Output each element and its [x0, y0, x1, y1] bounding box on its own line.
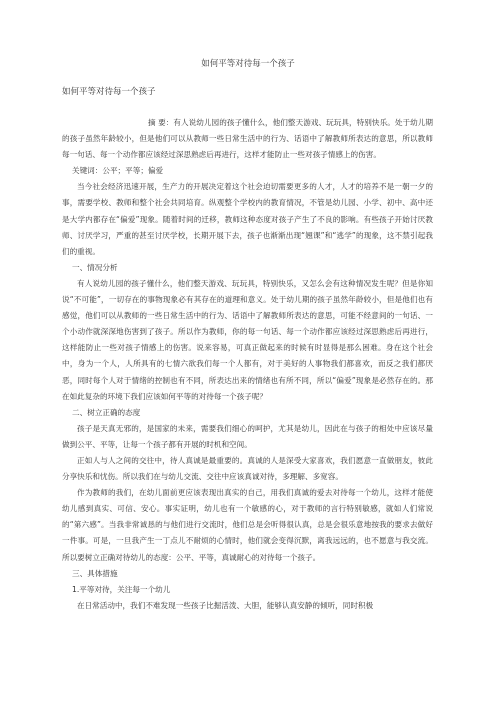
- section-heading-measures: 三、具体措施: [72, 568, 118, 578]
- page-title: 如何平等对待每一个孩子: [201, 59, 295, 69]
- section-heading-analysis: 一、情况分析: [72, 262, 118, 272]
- body-paragraph: 正如人与人之间的交往中，待人真诚是最重要的。真诚的人是深受大家喜欢，我们愿意一直做朋友，彼此分享快乐和忧伤。所以我们在与幼儿交流、交往中应该真诚对待，多理解、多宽容。: [62, 455, 433, 482]
- keywords-line: 关键词：公平；平等；偏爱: [72, 166, 164, 176]
- body-paragraph: 在日常活动中，我们不难发现一些孩子比掘活泼、大胆，能够认真安静的倾听，同时积极: [77, 600, 374, 610]
- body-paragraph: 孩子是天真无邪的，是国家的未来，需要我们细心的呵护，尤其是幼儿，因此在与孩子的相处中应该尽量做到公平、平等，让每一个孩子都有开展的时机和空间。: [62, 423, 433, 449]
- body-paragraph: 作为教师的我们，在幼儿面前更应该表现出真实的自己，用我们真诚的爱去对待每一个幼儿，这样才能使幼儿感到真实、可信、安心。事实证明，幼儿也有一个敏感的心，对于教师的言行特别敏感，就如人们常说的“第六感”。当我非常诚恳的与他们进行交流时，他们总是会听得很认真，总是会很乐意地按我的要求去做好一件事。可是，一旦我产生一丁点儿不耐烦的心情时，他们就会变得沉默，离我远远的，也不愿意与我交流。所以要树立正确对待幼儿的态度：公平、平等，真诚耐心的对待每一个孩子。: [62, 488, 433, 562]
- subsection-heading: 1.平等对待，关注每一个幼儿: [72, 584, 171, 594]
- intro-paragraph: 当今社会经济迅速开展，生产力的开展决定着这个社会迫切需要更多的人才，人才的培养不是一朝一夕的事，需要学校、教师和整个社会共同培育。纵观整个学校内的教育情况，不管是幼儿园、小学、初中、高中还是大学内都存在“偏爱”现象。随着时间的迁移，教师这种态度对孩子产生了不良的影响。有些孩子开始讨厌教师、讨厌学习，严重的甚至讨厌学校，长期开展下去，孩子也渐渐出现“翘课”和“逃学”的现象，这不禁引起我们的重视。: [62, 182, 433, 256]
- abstract-paragraph: 摘 要：有人说幼儿园的孩子懂什么，他们整天游戏、玩玩具，特别快乐。处于幼儿期的孩子虽然年龄较小，但是他们可以从教师一些日常生活中的行为、话语中了解教师所表达的意思，所以教师每一句话、每一个动作都应该经过深思熟虑后再进行，这样才能防止一些对孩子情感上的伤害。: [62, 118, 433, 160]
- document-subtitle: 如何平等对待每一个孩子: [62, 87, 156, 97]
- section-heading-attitude: 二、树立正确的态度: [72, 407, 141, 417]
- body-paragraph: 有人说幼儿园的孩子懂什么，他们整天游戏、玩玩具，特别快乐，又怎么会有这种情况发生呢？但是你知说“不可能”，一切存在的事物现象必有其存在的道理和意义。处于幼儿期的孩子虽然年龄较小，但是他们也有感觉，他们可以从教师的一些日常生活中的行为、话语中了解教师所表达的意思，可能不经意间的一句话、一个小动作就深深地伤害到了孩子。所以作为教师，你的每一句话、每一个动作都应该经过深思熟虑后再进行，这样能防止一些对孩子情感上的伤害。说来容易，可真正做起来的时候有时显得是那么困难。身在这个社会中，身为一个人，人所具有的七情六欲我们每一个人都有，对于美好的人事物我们都喜欢，而反之我们都厌恶，同时每个人对于情绪的控制也有不同，所表达出来的情绪也有所不同，所以“偏爱”现象是必然存在的。那在如此复杂的环境下我们应该如何平等的对待每一个孩子呢？: [62, 278, 433, 401]
- document-body: [62, 115, 433, 614]
